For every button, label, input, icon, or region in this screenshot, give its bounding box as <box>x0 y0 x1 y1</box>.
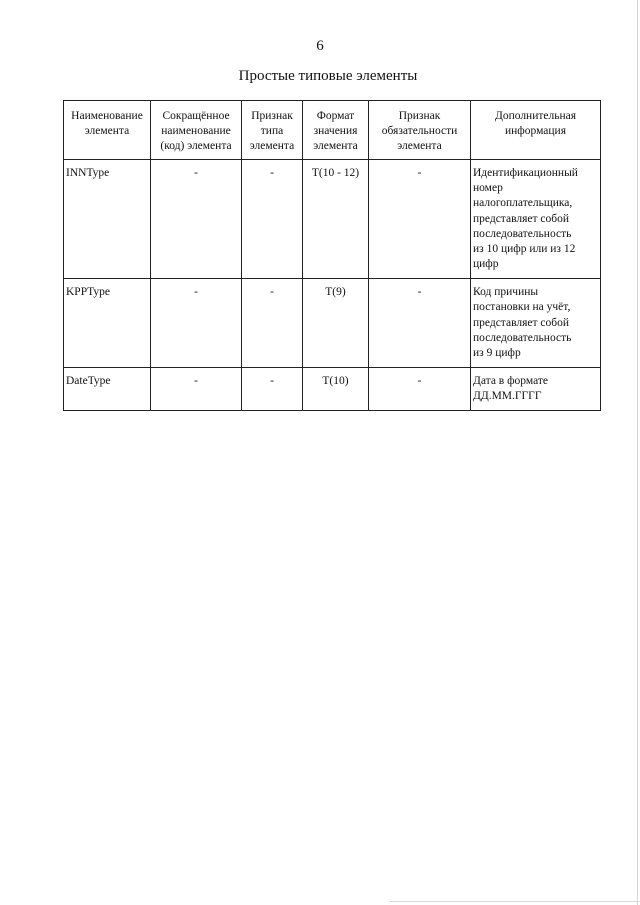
cell-short-code: - <box>151 279 242 368</box>
header-additional-info: Дополнительная информация <box>471 101 601 160</box>
cell-type-flag: - <box>242 368 303 411</box>
scan-edge-line <box>390 901 640 902</box>
header-type-flag: Признак типа элемента <box>242 101 303 160</box>
cell-type-flag: - <box>242 160 303 279</box>
table-row <box>64 279 601 368</box>
table-row <box>64 368 601 411</box>
cell-type-flag: - <box>242 279 303 368</box>
simple-types-table <box>63 100 601 411</box>
header-short-code: Сокращённое наименование (код) элемента <box>151 101 242 160</box>
cell-additional-info: Идентификационный номер налогоплательщика, представляет собой последовательность из 10 цифр или из 12 цифр <box>471 160 601 279</box>
cell-additional-info: Дата в формате ДД.ММ.ГГГГ <box>471 368 601 411</box>
header-element-name: Наименование элемента <box>64 101 151 160</box>
cell-value-format: Т(9) <box>303 279 369 368</box>
cell-additional-info: Код причины постановки на учёт, представляет собой последовательность из 9 цифр <box>471 279 601 368</box>
page-title: Простые типовые элементы <box>238 68 418 84</box>
cell-value-format: Т(10 - 12) <box>303 160 369 279</box>
cell-required-flag: - <box>369 279 471 368</box>
cell-required-flag: - <box>369 368 471 411</box>
cell-element-name: INNType <box>64 160 151 279</box>
cell-value-format: Т(10) <box>303 368 369 411</box>
page-number: 6 <box>316 38 324 54</box>
header-value-format: Формат значения элемента <box>303 101 369 160</box>
table-row <box>64 160 601 279</box>
cell-short-code: - <box>151 368 242 411</box>
cell-short-code: - <box>151 160 242 279</box>
scan-edge-line <box>637 0 638 905</box>
cell-element-name: KPPType <box>64 279 151 368</box>
header-required-flag: Признак обязательности элемента <box>369 101 471 160</box>
cell-element-name: DateType <box>64 368 151 411</box>
cell-required-flag: - <box>369 160 471 279</box>
table-header-row <box>64 101 601 160</box>
